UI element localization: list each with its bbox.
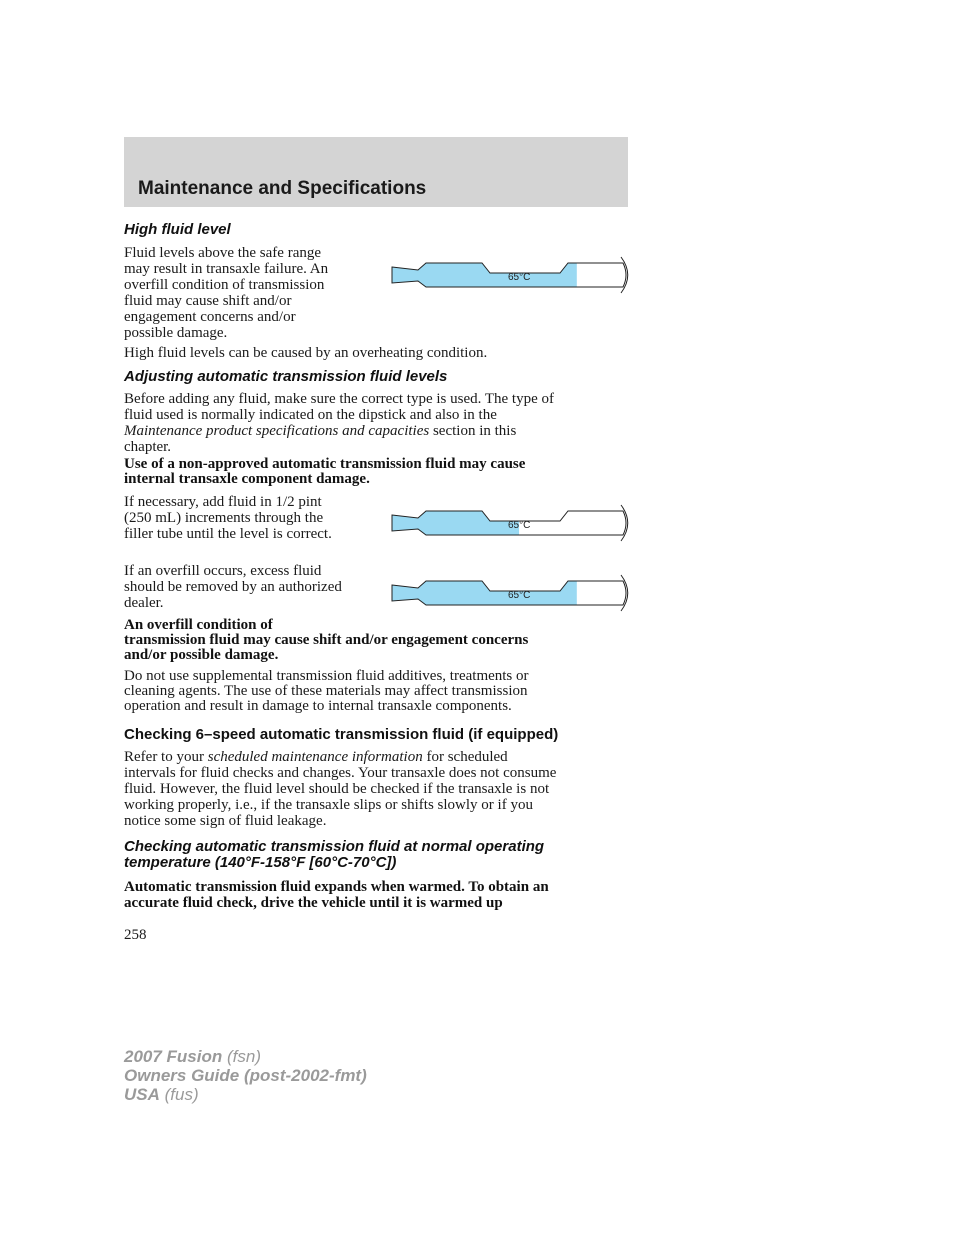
text-fragment: section in this [429,423,517,439]
text-line: fluid used is normally indicated on the dipstick and also in the [124,407,497,423]
heading-adjusting-fluid: Adjusting automatic transmission fluid levels [124,368,448,385]
text-line: filler tube until the level is correct. [124,526,332,542]
text-line: overfill condition of transmission [124,277,325,293]
paragraph-high-fluid [124,245,328,341]
fluid-level-fill [392,253,577,297]
text-line: Checking automatic transmission fluid at normal operating [124,838,545,855]
text-line: cleaning agents. The use of these materials may affect transmission [124,683,528,699]
footer-line [124,1047,367,1066]
text-line [124,423,554,439]
text-line: Use of a non-approved automatic transmission fluid may cause [124,456,526,472]
paragraph-6-speed [124,749,556,829]
paragraph-overfill [124,563,342,611]
fluid-level-fill [392,501,519,545]
text-line: may result in transaxle failure. An [124,261,329,277]
note-overheating: High fluid levels can be caused by an overheating condition. [124,345,488,361]
text-line: dealer. [124,595,164,611]
text-line: Automatic transmission fluid expands when warmed. To obtain an [124,879,549,895]
dipstick-end-curve [621,257,628,293]
footer-market: USA [124,1085,160,1104]
warning-overfill [124,618,528,663]
paragraph-fluid-expands [124,879,549,911]
text-line: chapter. [124,439,172,455]
footer-model: 2007 Fusion [124,1047,223,1066]
footer-code: (fus) [159,1085,199,1104]
dipstick-diagram-overfill [390,571,630,615]
paragraph-add-fluid [124,494,332,542]
text-line: notice some sign of fluid leakage. [124,813,327,829]
spec-reference: Maintenance product specifications and capacities [124,423,430,439]
footer-code: (fsn) [222,1047,261,1066]
dipstick-end-curve [621,575,628,611]
text-line: An overfill condition of [124,617,273,633]
document-footer [124,1047,367,1104]
text-line: (250 mL) increments through the [124,510,324,526]
text-line: possible damage. [124,325,228,341]
temperature-label: 65°C [508,272,531,283]
text-line: fluid may cause shift and/or [124,293,292,309]
scheduled-maintenance-reference: scheduled maintenance information [207,749,423,765]
text-line: temperature (140°F-158°F [60°C-70°C]) [124,854,397,871]
footer-guide: Owners Guide (post-2002-fmt) [124,1066,367,1085]
text-fragment: Refer to your [124,749,208,765]
fluid-level-fill [392,571,577,615]
dipstick-diagram-high [390,253,630,297]
text-line: accurate fluid check, drive the vehicle until it is warmed up [124,895,503,911]
paragraph-additives [124,669,529,714]
text-line: If an overfill occurs, excess fluid [124,563,322,579]
text-line: operation and result in damage to internal transaxle components. [124,698,512,714]
text-fragment: for scheduled [422,749,508,765]
paragraph-fluid-type [124,391,554,455]
text-line: Before adding any fluid, make sure the correct type is used. The type of [124,391,554,407]
text-line: Do not use supplemental transmission fluid additives, treatments or [124,668,529,684]
temperature-label: 65°C [508,590,531,601]
text-line: transmission fluid may cause shift and/or engagement concerns [124,632,529,648]
text-line: internal transaxle component damage. [124,471,370,487]
text-line: working properly, i.e., if the transaxle slips or shifts slowly or if you [124,797,533,813]
text-line: should be removed by an authorized [124,579,342,595]
text-line [124,749,556,765]
footer-line [124,1066,367,1085]
dipstick-diagram-add [390,501,630,545]
page-number: 258 [124,927,147,943]
heading-checking-6-speed: Checking 6–speed automatic transmission fluid (if equipped) [124,726,559,743]
dipstick-end-curve [621,505,628,541]
text-line: If necessary, add fluid in 1/2 pint [124,494,322,510]
section-title: Maintenance and Specifications [138,178,427,199]
text-line: engagement concerns and/or [124,309,296,325]
heading-checking-normal-temp [124,839,544,871]
temperature-label: 65°C [508,520,531,531]
footer-line [124,1085,367,1104]
text-line: Fluid levels above the safe range [124,245,322,261]
heading-high-fluid-level: High fluid level [124,221,231,238]
text-line: and/or possible damage. [124,647,279,663]
warning-non-approved-fluid [124,457,525,487]
text-line: intervals for fluid checks and changes. Your transaxle does not consume [124,765,557,781]
text-line: fluid. However, the fluid level should be checked if the transaxle is not [124,781,550,797]
